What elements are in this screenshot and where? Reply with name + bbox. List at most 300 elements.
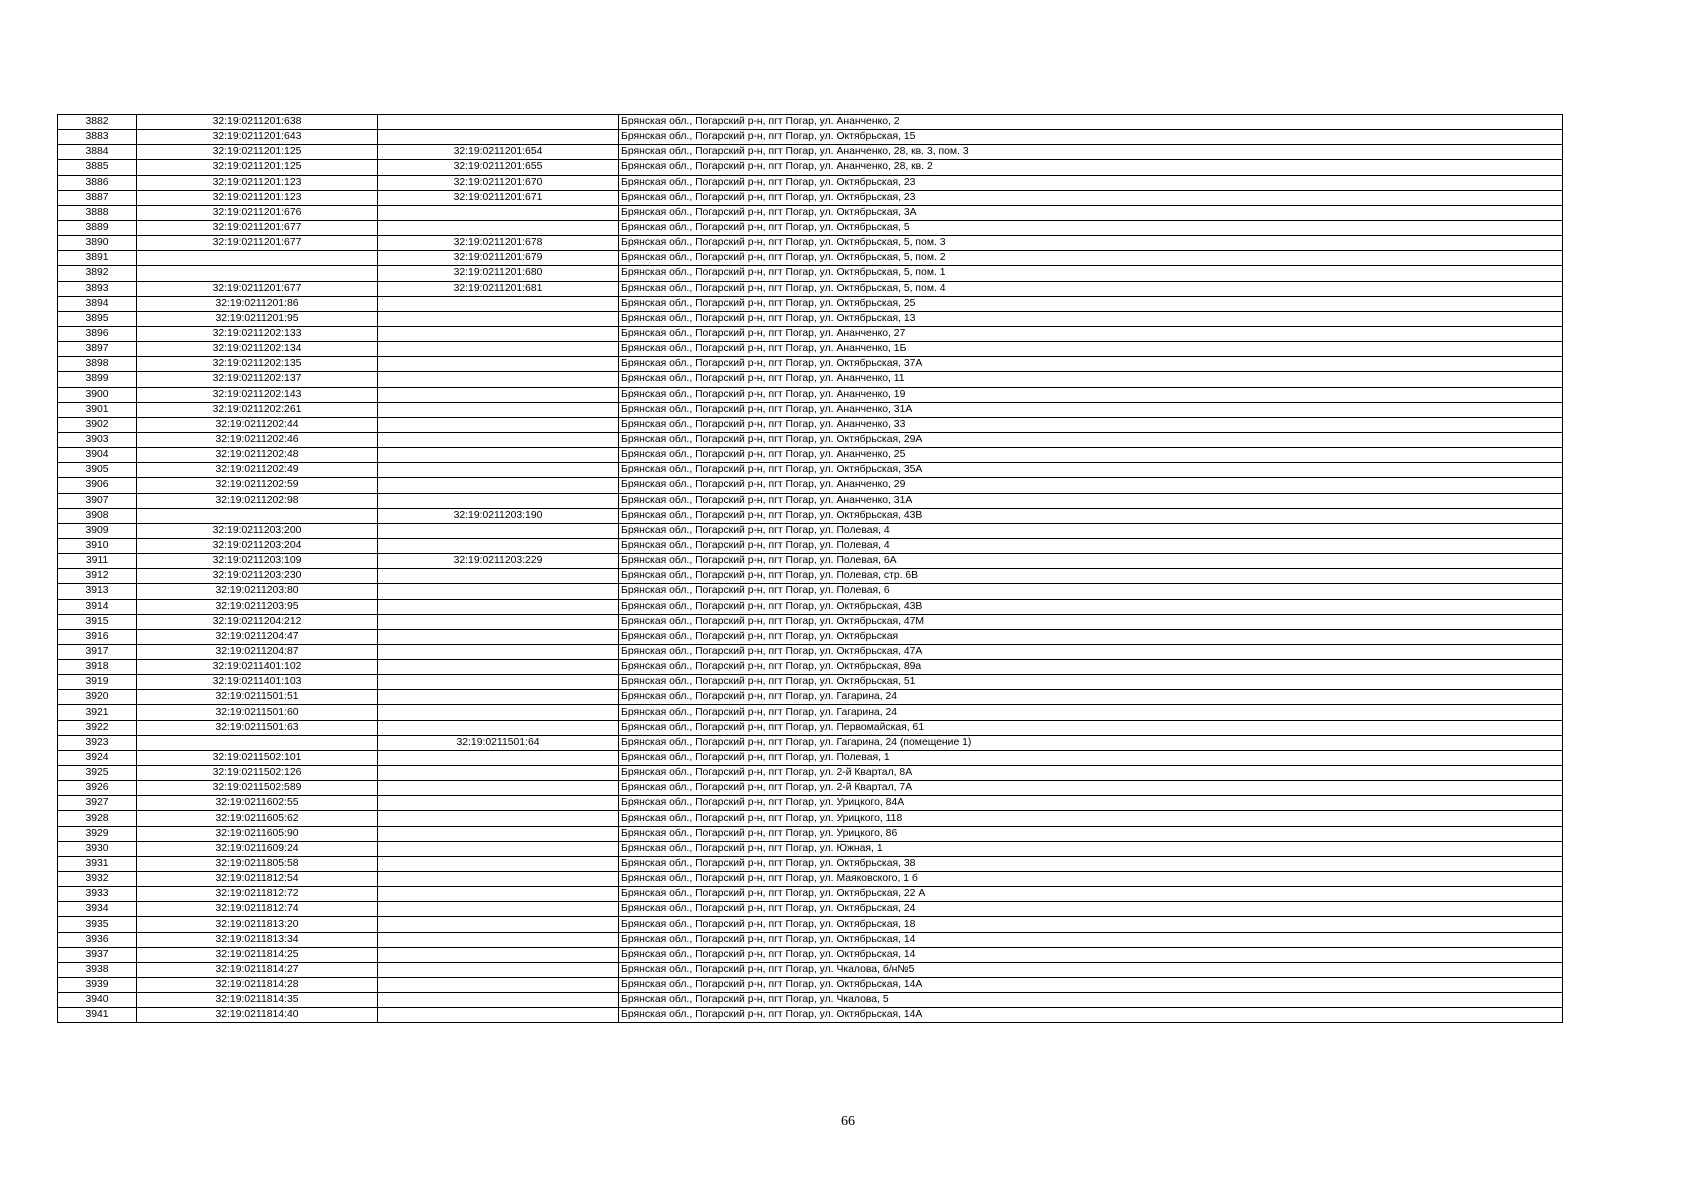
address-cell: Брянская обл., Погарский р-н, пгт Погар, ул. Октябрьская, 22 А bbox=[619, 887, 1563, 902]
cadastral-number-cell: 32:19:0211203:80 bbox=[137, 584, 378, 599]
object-cadastral-number-cell bbox=[378, 690, 619, 705]
table-row bbox=[58, 781, 1563, 796]
table-row bbox=[58, 387, 1563, 402]
table-row bbox=[58, 508, 1563, 523]
table-row bbox=[58, 493, 1563, 508]
address-cell: Брянская обл., Погарский р-н, пгт Погар, ул. Полевая, 4 bbox=[619, 523, 1563, 538]
object-cadastral-number-cell bbox=[378, 417, 619, 432]
table-row bbox=[58, 629, 1563, 644]
cadastral-number-cell: 32:19:0211605:62 bbox=[137, 811, 378, 826]
object-cadastral-number-cell bbox=[378, 311, 619, 326]
address-cell: Брянская обл., Погарский р-н, пгт Погар, ул. Гагарина, 24 bbox=[619, 690, 1563, 705]
table-row bbox=[58, 538, 1563, 553]
table-row bbox=[58, 281, 1563, 296]
table-row bbox=[58, 432, 1563, 447]
table-row bbox=[58, 115, 1563, 130]
row-number-cell: 3921 bbox=[58, 705, 137, 720]
cadastral-number-cell: 32:19:0211813:20 bbox=[137, 917, 378, 932]
cadastral-number-cell: 32:19:0211202:49 bbox=[137, 463, 378, 478]
object-cadastral-number-cell bbox=[378, 357, 619, 372]
table-row bbox=[58, 811, 1563, 826]
table-row bbox=[58, 402, 1563, 417]
object-cadastral-number-cell bbox=[378, 523, 619, 538]
object-cadastral-number-cell bbox=[378, 720, 619, 735]
address-cell: Брянская обл., Погарский р-н, пгт Погар, ул. Октябрьская, 5, пом. 4 bbox=[619, 281, 1563, 296]
cadastral-number-cell: 32:19:0211201:677 bbox=[137, 220, 378, 235]
row-number-cell: 3912 bbox=[58, 569, 137, 584]
address-cell: Брянская обл., Погарский р-н, пгт Погар, ул. Чкалова, 5 bbox=[619, 993, 1563, 1008]
registry-table-body bbox=[58, 115, 1563, 1023]
table-row bbox=[58, 463, 1563, 478]
address-cell: Брянская обл., Погарский р-н, пгт Погар, ул. Октябрьская, 5 bbox=[619, 220, 1563, 235]
table-row bbox=[58, 205, 1563, 220]
cadastral-number-cell: 32:19:0211202:46 bbox=[137, 432, 378, 447]
table-row bbox=[58, 326, 1563, 341]
object-cadastral-number-cell: 32:19:0211203:229 bbox=[378, 554, 619, 569]
cadastral-number-cell: 32:19:0211401:103 bbox=[137, 675, 378, 690]
cadastral-number-cell: 32:19:0211204:212 bbox=[137, 614, 378, 629]
row-number-cell: 3896 bbox=[58, 326, 137, 341]
address-cell: Брянская обл., Погарский р-н, пгт Погар, ул. Октябрьская, 89а bbox=[619, 660, 1563, 675]
row-number-cell: 3882 bbox=[58, 115, 137, 130]
object-cadastral-number-cell bbox=[378, 130, 619, 145]
object-cadastral-number-cell bbox=[378, 372, 619, 387]
table-row bbox=[58, 826, 1563, 841]
cadastral-number-cell: 32:19:0211203:204 bbox=[137, 538, 378, 553]
cadastral-number-cell: 32:19:0211202:261 bbox=[137, 402, 378, 417]
row-number-cell: 3933 bbox=[58, 887, 137, 902]
row-number-cell: 3889 bbox=[58, 220, 137, 235]
row-number-cell: 3932 bbox=[58, 872, 137, 887]
address-cell: Брянская обл., Погарский р-н, пгт Погар, ул. Полевая, 4 bbox=[619, 538, 1563, 553]
address-cell: Брянская обл., Погарский р-н, пгт Погар, ул. Октябрьская, 5, пом. 3 bbox=[619, 236, 1563, 251]
address-cell: Брянская обл., Погарский р-н, пгт Погар, ул. Октябрьская, 43В bbox=[619, 599, 1563, 614]
row-number-cell: 3894 bbox=[58, 296, 137, 311]
address-cell: Брянская обл., Погарский р-н, пгт Погар, ул. Чкалова, б/н№5 bbox=[619, 962, 1563, 977]
object-cadastral-number-cell bbox=[378, 750, 619, 765]
cadastral-number-cell: 32:19:0211814:40 bbox=[137, 1008, 378, 1023]
address-cell: Брянская обл., Погарский р-н, пгт Погар, ул. Октябрьская, 23 bbox=[619, 175, 1563, 190]
address-cell: Брянская обл., Погарский р-н, пгт Погар, ул. Ананченко, 29 bbox=[619, 478, 1563, 493]
object-cadastral-number-cell bbox=[378, 478, 619, 493]
address-cell: Брянская обл., Погарский р-н, пгт Погар, ул. Ананченко, 11 bbox=[619, 372, 1563, 387]
cadastral-number-cell: 32:19:0211501:63 bbox=[137, 720, 378, 735]
row-number-cell: 3920 bbox=[58, 690, 137, 705]
row-number-cell: 3923 bbox=[58, 735, 137, 750]
row-number-cell: 3922 bbox=[58, 720, 137, 735]
address-cell: Брянская обл., Погарский р-н, пгт Погар, ул. Ананченко, 2 bbox=[619, 115, 1563, 130]
object-cadastral-number-cell bbox=[378, 342, 619, 357]
row-number-cell: 3928 bbox=[58, 811, 137, 826]
object-cadastral-number-cell: 32:19:0211201:654 bbox=[378, 145, 619, 160]
cadastral-number-cell: 32:19:0211813:34 bbox=[137, 932, 378, 947]
address-cell: Брянская обл., Погарский р-н, пгт Погар, ул. Ананченко, 19 bbox=[619, 387, 1563, 402]
object-cadastral-number-cell bbox=[378, 856, 619, 871]
cadastral-number-cell: 32:19:0211814:27 bbox=[137, 962, 378, 977]
row-number-cell: 3914 bbox=[58, 599, 137, 614]
object-cadastral-number-cell: 32:19:0211201:655 bbox=[378, 160, 619, 175]
row-number-cell: 3890 bbox=[58, 236, 137, 251]
cadastral-number-cell: 32:19:0211202:48 bbox=[137, 448, 378, 463]
row-number-cell: 3929 bbox=[58, 826, 137, 841]
row-number-cell: 3926 bbox=[58, 781, 137, 796]
cadastral-number-cell bbox=[137, 266, 378, 281]
address-cell: Брянская обл., Погарский р-н, пгт Погар, ул. Октябрьская, 24 bbox=[619, 902, 1563, 917]
table-row bbox=[58, 145, 1563, 160]
row-number-cell: 3924 bbox=[58, 750, 137, 765]
address-cell: Брянская обл., Погарский р-н, пгт Погар, ул. Октябрьская, 47М bbox=[619, 614, 1563, 629]
table-row bbox=[58, 175, 1563, 190]
object-cadastral-number-cell bbox=[378, 205, 619, 220]
address-cell: Брянская обл., Погарский р-н, пгт Погар, ул. Первомайская, 61 bbox=[619, 720, 1563, 735]
cadastral-number-cell: 32:19:0211201:677 bbox=[137, 236, 378, 251]
table-row bbox=[58, 251, 1563, 266]
address-cell: Брянская обл., Погарский р-н, пгт Погар, ул. Урицкого, 84А bbox=[619, 796, 1563, 811]
table-row bbox=[58, 947, 1563, 962]
object-cadastral-number-cell bbox=[378, 538, 619, 553]
cadastral-number-cell: 32:19:0211203:230 bbox=[137, 569, 378, 584]
object-cadastral-number-cell bbox=[378, 993, 619, 1008]
table-row bbox=[58, 932, 1563, 947]
cadastral-number-cell: 32:19:0211401:102 bbox=[137, 660, 378, 675]
row-number-cell: 3886 bbox=[58, 175, 137, 190]
cadastral-number-cell: 32:19:0211201:677 bbox=[137, 281, 378, 296]
cadastral-number-cell: 32:19:0211805:58 bbox=[137, 856, 378, 871]
object-cadastral-number-cell bbox=[378, 917, 619, 932]
cadastral-number-cell: 32:19:0211812:74 bbox=[137, 902, 378, 917]
cadastral-number-cell bbox=[137, 735, 378, 750]
address-cell: Брянская обл., Погарский р-н, пгт Погар, ул. Октябрьская, 43В bbox=[619, 508, 1563, 523]
object-cadastral-number-cell bbox=[378, 220, 619, 235]
object-cadastral-number-cell bbox=[378, 599, 619, 614]
table-row bbox=[58, 266, 1563, 281]
table-row bbox=[58, 902, 1563, 917]
object-cadastral-number-cell bbox=[378, 826, 619, 841]
row-number-cell: 3934 bbox=[58, 902, 137, 917]
object-cadastral-number-cell bbox=[378, 781, 619, 796]
object-cadastral-number-cell: 32:19:0211201:678 bbox=[378, 236, 619, 251]
address-cell: Брянская обл., Погарский р-н, пгт Погар, ул. Ананченко, 25 bbox=[619, 448, 1563, 463]
table-row bbox=[58, 236, 1563, 251]
cadastral-number-cell: 32:19:0211201:676 bbox=[137, 205, 378, 220]
table-row bbox=[58, 448, 1563, 463]
address-cell: Брянская обл., Погарский р-н, пгт Погар, ул. Ананченко, 33 bbox=[619, 417, 1563, 432]
address-cell: Брянская обл., Погарский р-н, пгт Погар, ул. Ананченко, 27 bbox=[619, 326, 1563, 341]
cadastral-number-cell: 32:19:0211203:200 bbox=[137, 523, 378, 538]
object-cadastral-number-cell bbox=[378, 962, 619, 977]
address-cell: Брянская обл., Погарский р-н, пгт Погар, ул. Октябрьская, 14А bbox=[619, 1008, 1563, 1023]
object-cadastral-number-cell bbox=[378, 614, 619, 629]
cadastral-number-cell: 32:19:0211203:95 bbox=[137, 599, 378, 614]
row-number-cell: 3893 bbox=[58, 281, 137, 296]
object-cadastral-number-cell bbox=[378, 296, 619, 311]
table-row bbox=[58, 190, 1563, 205]
table-row bbox=[58, 130, 1563, 145]
cadastral-number-cell: 32:19:0211814:35 bbox=[137, 993, 378, 1008]
object-cadastral-number-cell bbox=[378, 463, 619, 478]
page-number: 66 bbox=[841, 1114, 855, 1129]
row-number-cell: 3938 bbox=[58, 962, 137, 977]
cadastral-number-cell: 32:19:0211501:51 bbox=[137, 690, 378, 705]
address-cell: Брянская обл., Погарский р-н, пгт Погар, ул. Октябрьская, 13 bbox=[619, 311, 1563, 326]
object-cadastral-number-cell bbox=[378, 841, 619, 856]
cadastral-number-cell: 32:19:0211812:72 bbox=[137, 887, 378, 902]
row-number-cell: 3915 bbox=[58, 614, 137, 629]
table-row bbox=[58, 841, 1563, 856]
row-number-cell: 3913 bbox=[58, 584, 137, 599]
address-cell: Брянская обл., Погарский р-н, пгт Погар, ул. Октябрьская, 29А bbox=[619, 432, 1563, 447]
address-cell: Брянская обл., Погарский р-н, пгт Погар, ул. Октябрьская, 15 bbox=[619, 130, 1563, 145]
row-number-cell: 3930 bbox=[58, 841, 137, 856]
table-row bbox=[58, 296, 1563, 311]
object-cadastral-number-cell bbox=[378, 766, 619, 781]
table-row bbox=[58, 796, 1563, 811]
address-cell: Брянская обл., Погарский р-н, пгт Погар, ул. Октябрьская, 47А bbox=[619, 644, 1563, 659]
object-cadastral-number-cell bbox=[378, 584, 619, 599]
address-cell: Брянская обл., Погарский р-н, пгт Погар, ул. Ананченко, 1Б bbox=[619, 342, 1563, 357]
object-cadastral-number-cell bbox=[378, 402, 619, 417]
table-row bbox=[58, 1008, 1563, 1023]
row-number-cell: 3939 bbox=[58, 978, 137, 993]
object-cadastral-number-cell bbox=[378, 629, 619, 644]
table-row bbox=[58, 705, 1563, 720]
address-cell: Брянская обл., Погарский р-н, пгт Погар, ул. Октябрьская, 25 bbox=[619, 296, 1563, 311]
address-cell: Брянская обл., Погарский р-н, пгт Погар, ул. Октябрьская, 23 bbox=[619, 190, 1563, 205]
cadastral-number-cell: 32:19:0211202:143 bbox=[137, 387, 378, 402]
address-cell: Брянская обл., Погарский р-н, пгт Погар, ул. 2-й Квартал, 8А bbox=[619, 766, 1563, 781]
cadastral-number-cell: 32:19:0211812:54 bbox=[137, 872, 378, 887]
row-number-cell: 3883 bbox=[58, 130, 137, 145]
table-row bbox=[58, 872, 1563, 887]
row-number-cell: 3900 bbox=[58, 387, 137, 402]
row-number-cell: 3925 bbox=[58, 766, 137, 781]
address-cell: Брянская обл., Погарский р-н, пгт Погар, ул. Октябрьская, 38 bbox=[619, 856, 1563, 871]
address-cell: Брянская обл., Погарский р-н, пгт Погар, ул. Гагарина, 24 bbox=[619, 705, 1563, 720]
cadastral-number-cell: 32:19:0211202:59 bbox=[137, 478, 378, 493]
address-cell: Брянская обл., Погарский р-н, пгт Погар, ул. Полевая, стр. 6В bbox=[619, 569, 1563, 584]
row-number-cell: 3899 bbox=[58, 372, 137, 387]
object-cadastral-number-cell bbox=[378, 705, 619, 720]
address-cell: Брянская обл., Погарский р-н, пгт Погар, ул. Урицкого, 118 bbox=[619, 811, 1563, 826]
cadastral-number-cell: 32:19:0211202:98 bbox=[137, 493, 378, 508]
cadastral-number-cell: 32:19:0211201:95 bbox=[137, 311, 378, 326]
object-cadastral-number-cell bbox=[378, 326, 619, 341]
address-cell: Брянская обл., Погарский р-н, пгт Погар, ул. Урицкого, 86 bbox=[619, 826, 1563, 841]
object-cadastral-number-cell bbox=[378, 947, 619, 962]
object-cadastral-number-cell: 32:19:0211501:64 bbox=[378, 735, 619, 750]
object-cadastral-number-cell bbox=[378, 448, 619, 463]
table-row bbox=[58, 690, 1563, 705]
cadastral-number-cell: 32:19:0211204:87 bbox=[137, 644, 378, 659]
address-cell: Брянская обл., Погарский р-н, пгт Погар, ул. Октябрьская, 35А bbox=[619, 463, 1563, 478]
object-cadastral-number-cell bbox=[378, 569, 619, 584]
registry-table bbox=[57, 114, 1563, 1023]
object-cadastral-number-cell: 32:19:0211201:679 bbox=[378, 251, 619, 266]
object-cadastral-number-cell bbox=[378, 872, 619, 887]
table-row bbox=[58, 357, 1563, 372]
cadastral-number-cell: 32:19:0211201:643 bbox=[137, 130, 378, 145]
address-cell: Брянская обл., Погарский р-н, пгт Погар, ул. Ананченко, 28, кв. 2 bbox=[619, 160, 1563, 175]
row-number-cell: 3888 bbox=[58, 205, 137, 220]
cadastral-number-cell: 32:19:0211203:109 bbox=[137, 554, 378, 569]
cadastral-number-cell: 32:19:0211202:134 bbox=[137, 342, 378, 357]
table-row bbox=[58, 160, 1563, 175]
table-row bbox=[58, 675, 1563, 690]
object-cadastral-number-cell: 32:19:0211201:671 bbox=[378, 190, 619, 205]
object-cadastral-number-cell: 32:19:0211201:680 bbox=[378, 266, 619, 281]
table-row bbox=[58, 660, 1563, 675]
table-row bbox=[58, 614, 1563, 629]
cadastral-number-cell: 32:19:0211609:24 bbox=[137, 841, 378, 856]
address-cell: Брянская обл., Погарский р-н, пгт Погар, ул. Полевая, 6А bbox=[619, 554, 1563, 569]
address-cell: Брянская обл., Погарский р-н, пгт Погар, ул. Ананченко, 31А bbox=[619, 402, 1563, 417]
object-cadastral-number-cell bbox=[378, 660, 619, 675]
address-cell: Брянская обл., Погарский р-н, пгт Погар, ул. Октябрьская, 18 bbox=[619, 917, 1563, 932]
row-number-cell: 3940 bbox=[58, 993, 137, 1008]
object-cadastral-number-cell bbox=[378, 387, 619, 402]
cadastral-number-cell: 32:19:0211502:126 bbox=[137, 766, 378, 781]
cadastral-number-cell: 32:19:0211502:589 bbox=[137, 781, 378, 796]
row-number-cell: 3903 bbox=[58, 432, 137, 447]
cadastral-number-cell: 32:19:0211201:123 bbox=[137, 175, 378, 190]
row-number-cell: 3927 bbox=[58, 796, 137, 811]
address-cell: Брянская обл., Погарский р-н, пгт Погар, ул. Октябрьская bbox=[619, 629, 1563, 644]
table-row bbox=[58, 584, 1563, 599]
row-number-cell: 3901 bbox=[58, 402, 137, 417]
object-cadastral-number-cell bbox=[378, 887, 619, 902]
address-cell: Брянская обл., Погарский р-н, пгт Погар, ул. Октябрьская, 37А bbox=[619, 357, 1563, 372]
table-row bbox=[58, 735, 1563, 750]
row-number-cell: 3895 bbox=[58, 311, 137, 326]
row-number-cell: 3916 bbox=[58, 629, 137, 644]
table-row bbox=[58, 311, 1563, 326]
table-row bbox=[58, 644, 1563, 659]
object-cadastral-number-cell bbox=[378, 811, 619, 826]
object-cadastral-number-cell bbox=[378, 978, 619, 993]
cadastral-number-cell: 32:19:0211202:133 bbox=[137, 326, 378, 341]
object-cadastral-number-cell: 32:19:0211201:681 bbox=[378, 281, 619, 296]
cadastral-number-cell: 32:19:0211814:28 bbox=[137, 978, 378, 993]
object-cadastral-number-cell bbox=[378, 1008, 619, 1023]
table-row bbox=[58, 478, 1563, 493]
row-number-cell: 3907 bbox=[58, 493, 137, 508]
cadastral-number-cell: 32:19:0211502:101 bbox=[137, 750, 378, 765]
row-number-cell: 3909 bbox=[58, 523, 137, 538]
cadastral-number-cell: 32:19:0211204:47 bbox=[137, 629, 378, 644]
row-number-cell: 3910 bbox=[58, 538, 137, 553]
address-cell: Брянская обл., Погарский р-н, пгт Погар, ул. Ананченко, 28, кв. 3, пом. 3 bbox=[619, 145, 1563, 160]
cadastral-number-cell: 32:19:0211602:55 bbox=[137, 796, 378, 811]
object-cadastral-number-cell bbox=[378, 432, 619, 447]
cadastral-number-cell: 32:19:0211201:125 bbox=[137, 160, 378, 175]
address-cell: Брянская обл., Погарский р-н, пгт Погар, ул. Октябрьская, 14А bbox=[619, 978, 1563, 993]
object-cadastral-number-cell: 32:19:0211203:190 bbox=[378, 508, 619, 523]
cadastral-number-cell: 32:19:0211201:123 bbox=[137, 190, 378, 205]
cadastral-number-cell: 32:19:0211202:44 bbox=[137, 417, 378, 432]
cadastral-number-cell: 32:19:0211202:137 bbox=[137, 372, 378, 387]
object-cadastral-number-cell bbox=[378, 493, 619, 508]
row-number-cell: 3917 bbox=[58, 644, 137, 659]
row-number-cell: 3905 bbox=[58, 463, 137, 478]
object-cadastral-number-cell bbox=[378, 932, 619, 947]
cadastral-number-cell bbox=[137, 508, 378, 523]
cadastral-number-cell: 32:19:0211201:125 bbox=[137, 145, 378, 160]
table-row bbox=[58, 993, 1563, 1008]
table-row bbox=[58, 220, 1563, 235]
object-cadastral-number-cell bbox=[378, 902, 619, 917]
row-number-cell: 3941 bbox=[58, 1008, 137, 1023]
address-cell: Брянская обл., Погарский р-н, пгт Погар, ул. Октябрьская, 5, пом. 2 bbox=[619, 251, 1563, 266]
table-row bbox=[58, 523, 1563, 538]
table-row bbox=[58, 569, 1563, 584]
table-row bbox=[58, 962, 1563, 977]
row-number-cell: 3885 bbox=[58, 160, 137, 175]
address-cell: Брянская обл., Погарский р-н, пгт Погар, ул. Маяковского, 1 б bbox=[619, 872, 1563, 887]
cadastral-number-cell: 32:19:0211501:60 bbox=[137, 705, 378, 720]
object-cadastral-number-cell bbox=[378, 644, 619, 659]
table-row bbox=[58, 917, 1563, 932]
row-number-cell: 3919 bbox=[58, 675, 137, 690]
address-cell: Брянская обл., Погарский р-н, пгт Погар, ул. Октябрьская, 14 bbox=[619, 932, 1563, 947]
table-row bbox=[58, 750, 1563, 765]
row-number-cell: 3931 bbox=[58, 856, 137, 871]
row-number-cell: 3937 bbox=[58, 947, 137, 962]
object-cadastral-number-cell bbox=[378, 796, 619, 811]
address-cell: Брянская обл., Погарский р-н, пгт Погар, ул. Октябрьская, 14 bbox=[619, 947, 1563, 962]
cadastral-number-cell: 32:19:0211201:86 bbox=[137, 296, 378, 311]
object-cadastral-number-cell bbox=[378, 115, 619, 130]
table-row bbox=[58, 342, 1563, 357]
table-row bbox=[58, 887, 1563, 902]
row-number-cell: 3936 bbox=[58, 932, 137, 947]
row-number-cell: 3898 bbox=[58, 357, 137, 372]
row-number-cell: 3884 bbox=[58, 145, 137, 160]
address-cell: Брянская обл., Погарский р-н, пгт Погар, ул. Октябрьская, 51 bbox=[619, 675, 1563, 690]
row-number-cell: 3911 bbox=[58, 554, 137, 569]
row-number-cell: 3897 bbox=[58, 342, 137, 357]
cadastral-number-cell: 32:19:0211201:638 bbox=[137, 115, 378, 130]
address-cell: Брянская обл., Погарский р-н, пгт Погар, ул. Полевая, 1 bbox=[619, 750, 1563, 765]
table-row bbox=[58, 372, 1563, 387]
table-row bbox=[58, 978, 1563, 993]
address-cell: Брянская обл., Погарский р-н, пгт Погар, ул. Гагарина, 24 (помещение 1) bbox=[619, 735, 1563, 750]
row-number-cell: 3904 bbox=[58, 448, 137, 463]
cadastral-number-cell bbox=[137, 251, 378, 266]
table-row bbox=[58, 417, 1563, 432]
cadastral-number-cell: 32:19:0211814:25 bbox=[137, 947, 378, 962]
address-cell: Брянская обл., Погарский р-н, пгт Погар, ул. Октябрьская, 3А bbox=[619, 205, 1563, 220]
address-cell: Брянская обл., Погарский р-н, пгт Погар, ул. Октябрьская, 5, пом. 1 bbox=[619, 266, 1563, 281]
row-number-cell: 3918 bbox=[58, 660, 137, 675]
row-number-cell: 3892 bbox=[58, 266, 137, 281]
cadastral-number-cell: 32:19:0211202:135 bbox=[137, 357, 378, 372]
row-number-cell: 3902 bbox=[58, 417, 137, 432]
table-row bbox=[58, 720, 1563, 735]
row-number-cell: 3935 bbox=[58, 917, 137, 932]
address-cell: Брянская обл., Погарский р-н, пгт Погар, ул. Южная, 1 bbox=[619, 841, 1563, 856]
address-cell: Брянская обл., Погарский р-н, пгт Погар, ул. Ананченко, 31А bbox=[619, 493, 1563, 508]
row-number-cell: 3906 bbox=[58, 478, 137, 493]
object-cadastral-number-cell bbox=[378, 675, 619, 690]
row-number-cell: 3891 bbox=[58, 251, 137, 266]
table-row bbox=[58, 554, 1563, 569]
object-cadastral-number-cell: 32:19:0211201:670 bbox=[378, 175, 619, 190]
table-row bbox=[58, 599, 1563, 614]
row-number-cell: 3887 bbox=[58, 190, 137, 205]
row-number-cell: 3908 bbox=[58, 508, 137, 523]
address-cell: Брянская обл., Погарский р-н, пгт Погар, ул. 2-й Квартал, 7А bbox=[619, 781, 1563, 796]
cadastral-number-cell: 32:19:0211605:90 bbox=[137, 826, 378, 841]
